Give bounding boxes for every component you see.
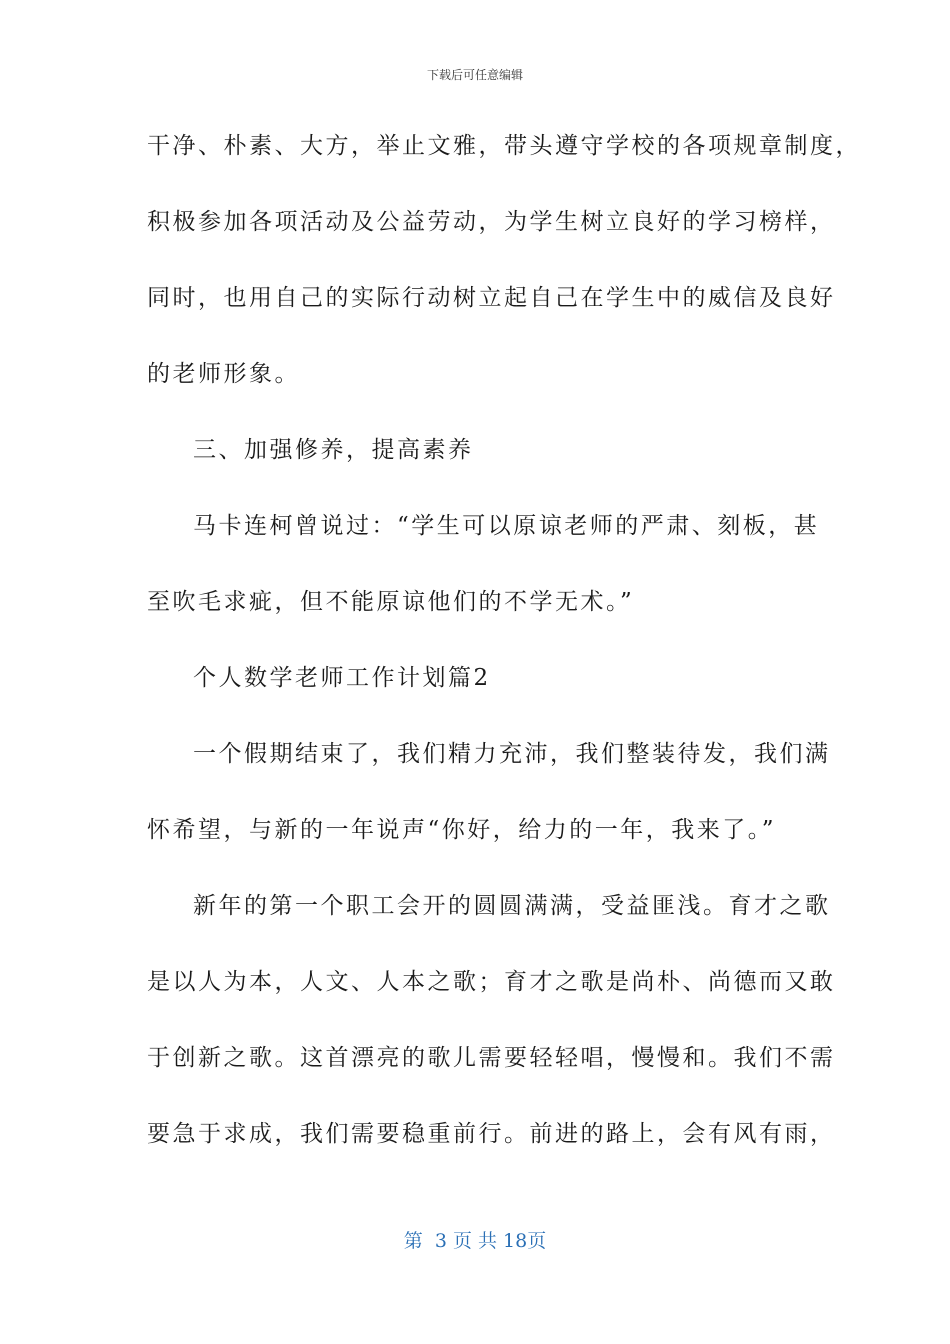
text-line: 干净、朴素、大方，举止文雅，带头遵守学校的各项规章制度， [147, 133, 861, 159]
paragraph-start: 新年的第一个职工会开的圆圆满满，受益匪浅。育才之歌 [193, 893, 831, 919]
text-line: 要急于求成，我们需要稳重前行。前进的路上，会有风有雨， [147, 1121, 836, 1147]
paragraph-start: 马卡连柯曾说过：“学生可以原谅老师的严肃、刻板，甚 [193, 513, 820, 539]
text-line: 积极参加各项活动及公益劳动，为学生树立良好的学习榜样， [147, 209, 836, 235]
paragraph-start: 一个假期结束了，我们精力充沛，我们整装待发，我们满 [193, 741, 831, 767]
text-line: 同时，也用自己的实际行动树立起自己在学生中的威信及良好 [147, 285, 836, 311]
text-line: 至吹毛求疵，但不能原谅他们的不学无术。” [147, 589, 635, 615]
text-line: 的老师形象。 [147, 361, 300, 387]
text-line: 于创新之歌。这首漂亮的歌儿需要轻轻唱，慢慢和。我们不需 [147, 1045, 836, 1071]
chapter-title: 个人数学老师工作计划篇2 [193, 665, 491, 691]
page-header: 下载后可任意编辑 [426, 68, 523, 82]
page-number-footer: 第 3 页 共 18页 [403, 1230, 547, 1252]
section-heading: 三、加强修养，提高素养 [193, 437, 474, 463]
text-line: 怀希望，与新的一年说声“你好，给力的一年，我来了。” [147, 817, 777, 843]
text-line: 是以人为本，人文、人本之歌；育才之歌是尚朴、尚德而又敢 [147, 969, 836, 995]
document-body [147, 120, 861, 1184]
